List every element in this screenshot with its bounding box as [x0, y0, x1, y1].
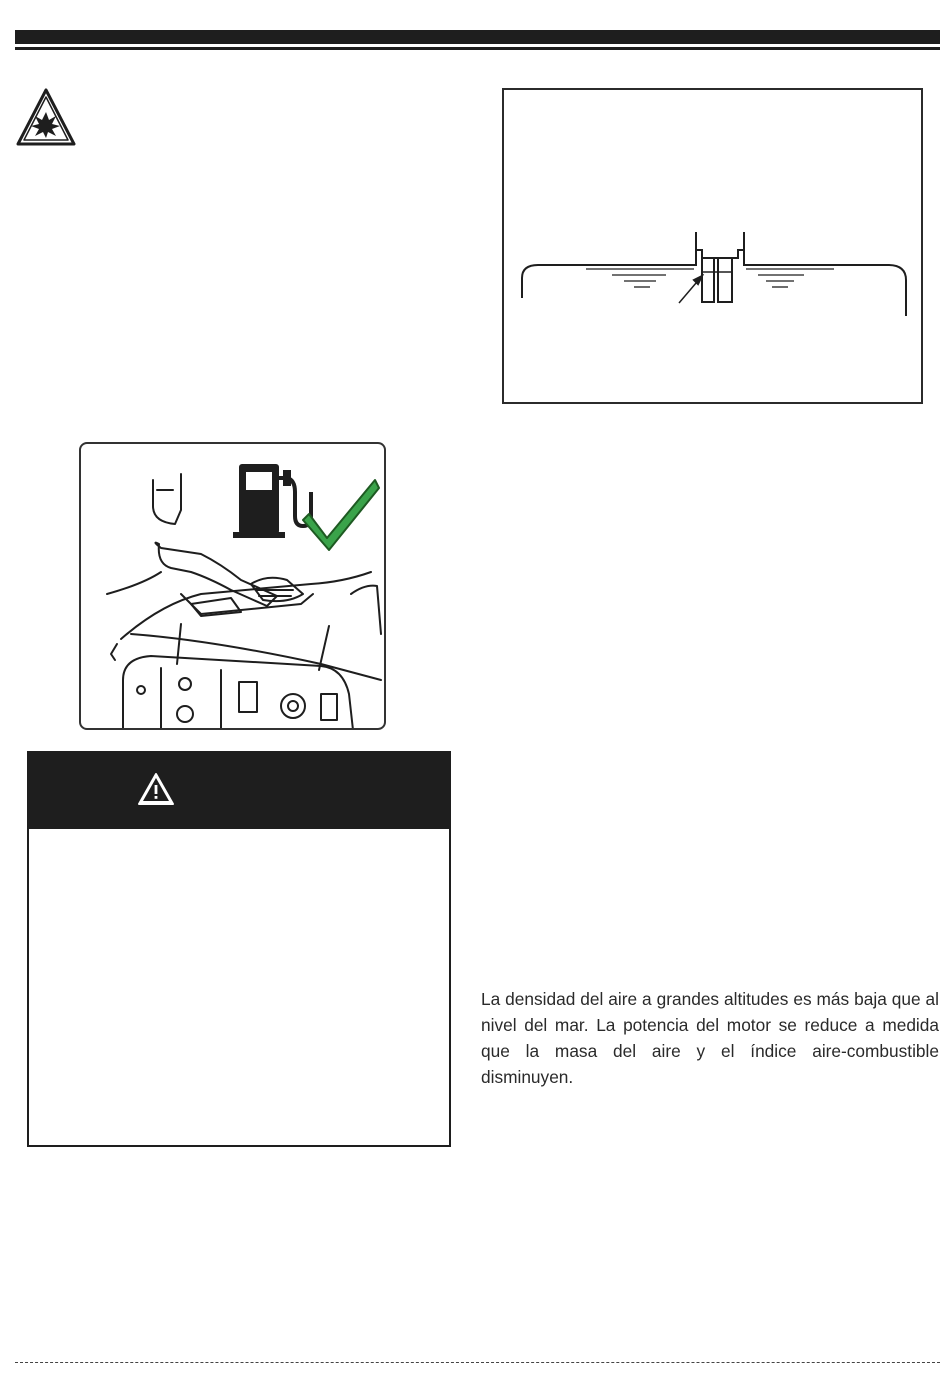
footer-rule: [15, 1362, 940, 1363]
altitude-paragraph: La densidad del aire a grandes altitudes es más baja que al nivel del mar. La potencia del motor se reduce a medida que la masa del aire y el índice aire-combustible disminuyen.: [481, 989, 939, 1087]
warning-triangle-icon: [137, 771, 175, 807]
fuel-pump-icon: [233, 464, 311, 538]
header-rule-thick: [15, 30, 940, 44]
generator-refuel-drawing: [81, 444, 386, 730]
refueling-illustration: [79, 442, 386, 730]
warning-panel: [27, 751, 451, 1147]
check-mark-icon: [303, 480, 379, 550]
explosion-hazard-icon: [14, 86, 78, 148]
fuel-tank-cross-section: [504, 90, 925, 406]
fuel-level-diagram: [502, 88, 923, 404]
warning-header: [29, 753, 449, 829]
header-rule-thin: [15, 47, 940, 50]
